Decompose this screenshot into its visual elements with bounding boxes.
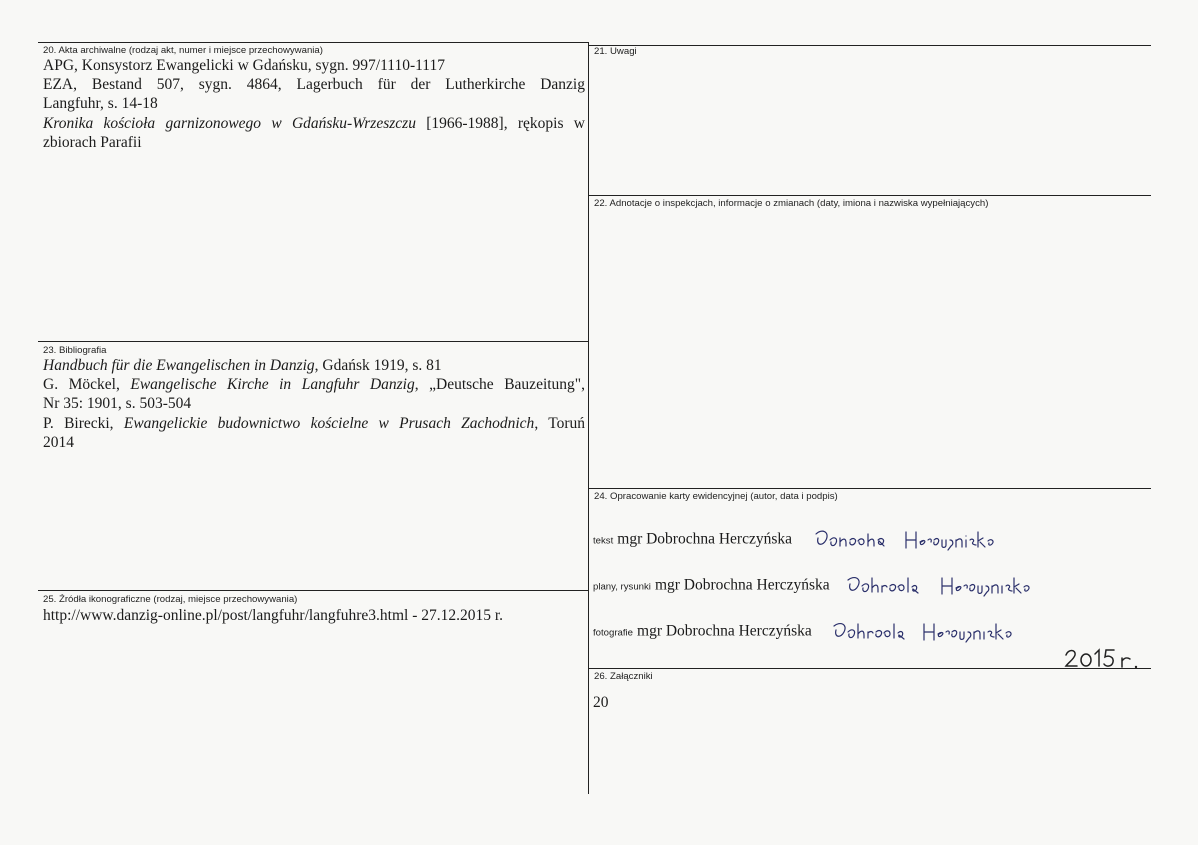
section-23-content xyxy=(43,356,585,452)
rule-top-left xyxy=(38,42,588,43)
archive-entry-eza-continued: Langfuhr, s. 14-18 xyxy=(43,95,158,113)
section-20-label: 20. Akta archiwalne (rodzaj akt, numer i miejsce przechowywania) xyxy=(43,45,323,56)
archive-entry-apg: APG, Konsystorz Ewangelicki w Gdańsku, sygn. 997/1110-1117 xyxy=(43,57,445,74)
chronicle-details: [1966-1988], rękopis w xyxy=(415,114,585,132)
archive-entry-eza: EZA, Bestand 507, sygn. 4864, Lagerbuch für der Lutherkirche Danzig xyxy=(43,76,585,94)
section-25-entry: http://www.danzig-online.pl/post/langfuhr/langfuhre3.html - 27.12.2015 r. xyxy=(43,607,504,624)
bibliography-entry-1-title: Handbuch für die Ewangelischen in Danzig xyxy=(43,357,315,374)
bibliography-entry-3 xyxy=(43,414,585,433)
bibliography-entry-3-continued: 2014 xyxy=(43,433,74,451)
handwritten-signature xyxy=(844,572,1040,600)
author-row-drawings-prefix: plany, rysunki xyxy=(593,581,651,593)
attachments-count: 20 xyxy=(593,694,609,711)
section-25-label: 25. Źródła ikonograficzne (rodzaj, miejsce przechowywania) xyxy=(43,594,298,605)
column-divider xyxy=(588,42,589,794)
bibliography-entry-3-title: Ewangelickie budownictwo kościelne w Prusach Zachodnich xyxy=(123,414,535,432)
bibliography-entry-2 xyxy=(43,375,585,394)
bibliography-entry-3-details: , Toruń xyxy=(534,414,585,432)
bibliography-entry-2-title: Ewangelische Kirche in Langfuhr Danzig xyxy=(130,376,415,394)
bibliography-entry-3-author: P. Birecki, xyxy=(43,414,124,432)
bibliography-entry-1 xyxy=(43,356,585,375)
author-row-drawings xyxy=(593,572,1040,600)
section-23-label: 23. Bibliografia xyxy=(43,345,107,356)
author-row-drawings-name: mgr Dobrochna Herczyńska xyxy=(654,576,830,594)
section-26-label: 26. Załączniki xyxy=(594,671,653,682)
bibliography-entry-2-details: , „Deutsche Bauzeitung", xyxy=(414,376,586,394)
archive-entry-chronicle xyxy=(43,114,585,133)
section-20-content xyxy=(43,56,585,152)
author-row-photos-prefix: fotografie xyxy=(593,627,634,639)
handwritten-signature xyxy=(830,618,1020,646)
chronicle-title: Kronika kościoła garnizonowego w Gdańsku-Wrzeszczu xyxy=(43,114,416,132)
author-row-photos xyxy=(593,618,1020,646)
rule-section-22 xyxy=(589,195,1151,196)
bibliography-entry-1-details: , Gdańsk 1919, s. 81 xyxy=(314,357,442,374)
bibliography-entry-2-continued: Nr 35: 1901, s. 503-504 xyxy=(43,395,192,413)
section-24-label: 24. Opracowanie karty ewidencyjnej (autor, data i podpis) xyxy=(594,491,838,502)
section-21-label: 21. Uwagi xyxy=(594,46,637,57)
handwritten-date xyxy=(1064,646,1146,675)
author-row-photos-name: mgr Dobrochna Herczyńska xyxy=(637,622,812,640)
handwritten-signature xyxy=(810,526,1010,554)
author-row-text-name: mgr Dobrochna Herczyńska xyxy=(617,530,793,548)
rule-section-25 xyxy=(38,590,588,591)
author-row-text xyxy=(593,526,1010,554)
section-22-label: 22. Adnotacje o inspekcjach, informacje o zmianach (daty, imiona i nazwiska wypełniających) xyxy=(594,198,989,209)
rule-section-23 xyxy=(38,341,588,342)
author-row-text-prefix: tekst xyxy=(593,535,614,547)
bibliography-entry-2-author: G. Möckel, xyxy=(43,376,131,394)
rule-section-24 xyxy=(589,488,1151,489)
archive-entry-chronicle-continued: zbiorach Parafii xyxy=(43,133,142,151)
rule-top-right xyxy=(589,45,1151,46)
